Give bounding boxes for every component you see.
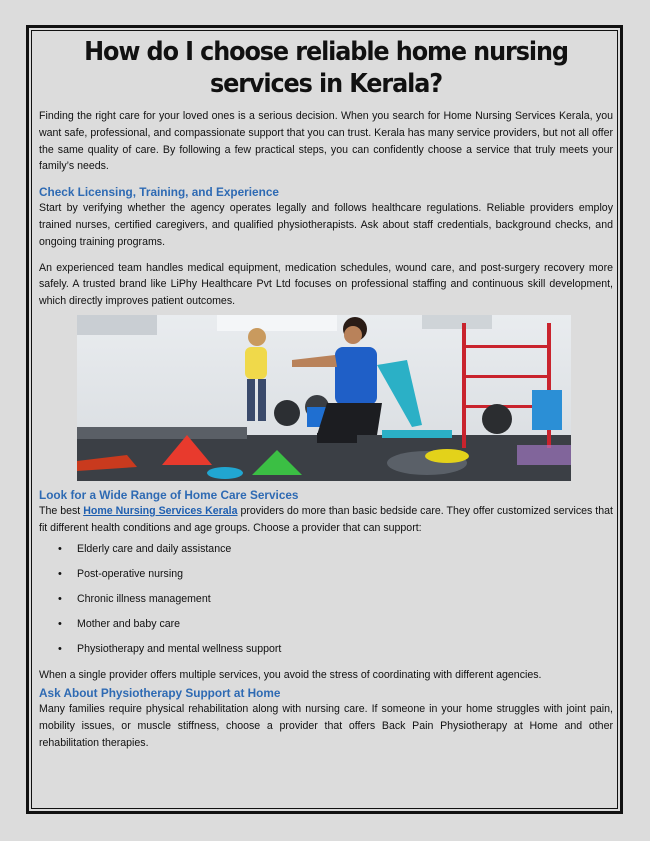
intro-paragraph: Finding the right care for your loved ones is a serious decision. When you search for Home Nursing Services Kerala, you want safe, professional, and compassionate support that you can trust. Kerala has many service providers, but not all offer the same quality of care. By following a few practical steps, you can confidently choose a service that truly meets your family’s needs. (39, 110, 613, 173)
list-item: • Chronic illness management (77, 591, 613, 607)
article (39, 36, 613, 761)
list-item: • Mother and baby care (77, 616, 613, 632)
section-heading-licensing: Check Licensing, Training, and Experience (39, 185, 279, 200)
licensing-paragraph-1: Start by verifying whether the agency operates legally and follows healthcare regulations. Reliable providers employ trained nurses, certified caregivers, and qualified physiotherapists. Ask about staff credentials, background checks, and ongoing training programs. (39, 202, 613, 248)
services-paragraph-1 (39, 503, 613, 537)
section-heading-physiotherapy: Ask About Physiotherapy Support at Home (39, 686, 281, 701)
list-item: • Physiotherapy and mental wellness support (77, 641, 613, 657)
physiotherapy-photo (77, 315, 571, 481)
licensing-paragraph-2: An experienced team handles medical equipment, medication schedules, wound care, and post-surgery recovery more safely. A trusted brand like LiPhy Healthcare Pvt Ltd focuses on professional staffing and continuous skill development, which directly improves patient outcomes. (39, 261, 613, 308)
page-title: How do I choose reliable home nursing services in Kerala? (84, 37, 568, 99)
list-item: • Elderly care and daily assistance (77, 541, 613, 557)
section-heading-services: Look for a Wide Range of Home Care Services (39, 487, 299, 502)
list-item: • Post-operative nursing (77, 566, 613, 582)
services-paragraph-2: When a single provider offers multiple services, you avoid the stress of coordinating with different agencies. (39, 668, 542, 681)
home-nursing-services-link[interactable]: Home Nursing Services Kerala (83, 504, 238, 517)
services-text-after-link: providers do more than basic bedside care. They offer customized services that fit different health conditions and age groups. Choose a provider that can support: (39, 504, 613, 534)
services-text-before-link: The best (39, 504, 84, 517)
services-list (39, 541, 613, 658)
physiotherapy-paragraph: Many families require physical rehabilitation along with nursing care. If someone in your home struggles with joint pain, mobility issues, or muscle stiffness, choose a provider that offers Back Pain Physiotherapy at Home and other rehabilitation therapies. (39, 703, 613, 749)
